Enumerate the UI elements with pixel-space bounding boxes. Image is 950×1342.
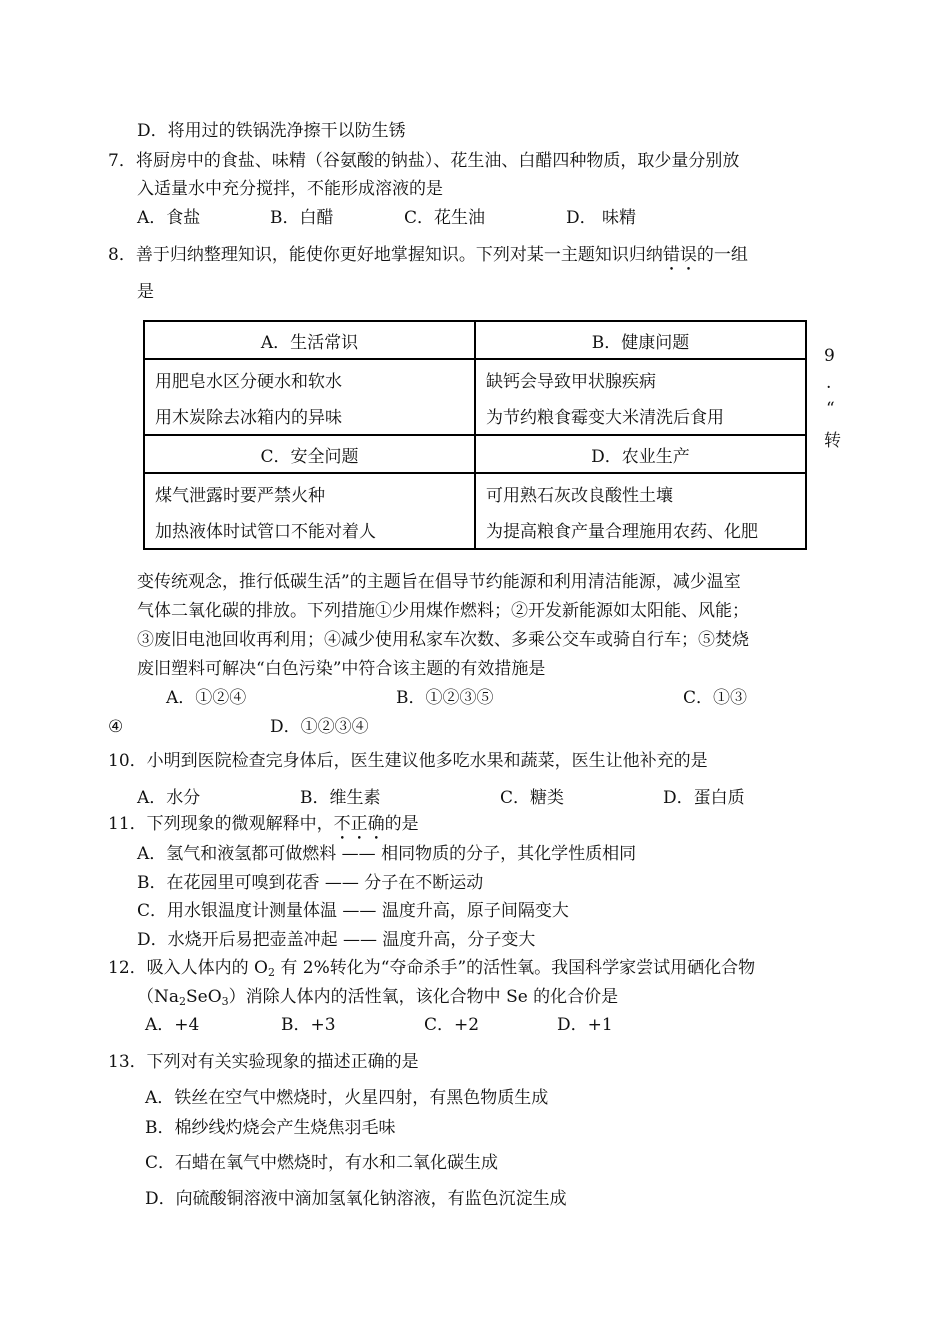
q10-stem: 10．小明到医院检查完身体后，医生建议他多吃水果和蔬菜，医生让他补充的是 xyxy=(108,751,708,771)
q10-option-b: B．维生素 xyxy=(300,788,381,808)
q11-option-b: B．在花园里可嗅到花香 —— 分子在不断运动 xyxy=(137,873,484,893)
q13-option-a: A．铁丝在空气中燃烧时，火星四射，有黑色物质生成 xyxy=(145,1088,549,1108)
q9-line2: 气体二氧化碳的排放。下列措施①少用煤作燃料；②开发新能源如太阳能、风能； xyxy=(137,601,749,621)
table-cell-a: 用肥皂水区分硬水和软水 用木炭除去冰箱内的异味 xyxy=(144,359,475,435)
q12-option-b: B．+3 xyxy=(281,1015,336,1035)
table-title-b: B．健康问题 xyxy=(475,321,806,359)
q6-option-d: D．将用过的铁锅洗净擦干以防生锈 xyxy=(137,121,406,141)
q11-option-a: A．氢气和液氢都可做燃料 —— 相同物质的分子，其化学性质相同 xyxy=(137,844,637,864)
q10-option-c: C．糖类 xyxy=(500,788,565,808)
q9-option-a: A．①②④ xyxy=(166,688,247,708)
q8-stem-line2: 是 xyxy=(137,282,154,302)
table-title-c: C．安全问题 xyxy=(144,435,475,473)
q11-emphasis: 不正确 xyxy=(333,814,385,834)
q12-option-c: C．+2 xyxy=(424,1015,480,1035)
q13-stem: 13．下列对有关实验现象的描述正确的是 xyxy=(108,1052,419,1072)
q10-option-a: A．水分 xyxy=(137,788,201,808)
q7-option-c: C．花生油 xyxy=(404,208,486,228)
q8-knowledge-table xyxy=(143,320,807,550)
q13-option-b: B．棉纱线灼烧会产生烧焦羽毛味 xyxy=(145,1118,396,1138)
q12-option-d: D．+1 xyxy=(557,1015,613,1035)
table-cell-c: 煤气泄露时要严禁火种 加热液体时试管口不能对着人 xyxy=(144,473,475,549)
q13-option-d: D．向硫酸铜溶液中滴加氢氧化钠溶液，有监色沉淀生成 xyxy=(145,1189,567,1209)
q9-option-d: D．①②③④ xyxy=(270,717,369,737)
q7-stem-line2: 入适量水中充分搅拌，不能形成溶液的是 xyxy=(137,179,443,199)
q9-option-c-cont: ④ xyxy=(108,717,124,737)
q7-stem-line1: 7．将厨房中的食盐、味精（谷氨酸的钠盐）、花生油、白醋四种物质，取少量分别放 xyxy=(108,151,740,171)
table-title-a: A．生活常识 xyxy=(144,321,475,359)
q8-emphasis: 错误 xyxy=(662,245,697,265)
q7-option-a: A．食盐 xyxy=(137,208,201,228)
q7-option-b: B．白醋 xyxy=(270,208,334,228)
q9-side-4: 转 xyxy=(824,431,841,451)
q11-stem: 11．下列现象的微观解释中，不正确的是 xyxy=(108,814,419,834)
table-cell-d: 可用熟石灰改良酸性土壤 为提高粮食产量合理施用农药、化肥 xyxy=(475,473,806,549)
q9-option-b: B．①②③⑤ xyxy=(396,688,494,708)
q12-stem-line1: 12．吸入人体内的 $O_2$ 有 2%转化为“夺命杀手”的活性氧。我国科学家尝试用硒化合物 xyxy=(108,958,756,979)
q11-option-d: D．水烧开后易把壶盖冲起 —— 温度升高，分子变大 xyxy=(137,930,536,950)
q12-stem-line2: $(Na_2SeO_3)$消除人体内的活性氧，该化合物中 Se 的化合价是 xyxy=(137,987,619,1008)
q11-option-c: C．用水银温度计测量体温 —— 温度升高，原子间隔变大 xyxy=(137,901,569,921)
q13-option-c: C．石蜡在氧气中燃烧时，有水和二氧化碳生成 xyxy=(145,1153,499,1173)
table-cell-b: 缺钙会导致甲状腺疾病 为节约粮食霉变大米清洗后食用 xyxy=(475,359,806,435)
q7-option-d: D． 味精 xyxy=(566,208,637,228)
q9-line3: ③废旧电池回收再利用；④减少使用私家车次数、多乘公交车或骑自行车；⑤焚烧 xyxy=(137,630,749,650)
q10-option-d: D．蛋白质 xyxy=(663,788,745,808)
q12-option-a: A．+4 xyxy=(145,1015,200,1035)
q9-line4: 废旧塑料可解决“白色污染”中符合该主题的有效措施是 xyxy=(137,659,546,679)
q9-side-3: “ xyxy=(826,399,835,419)
q9-side-2: . xyxy=(826,373,832,393)
q8-stem-line1: 8．善于归纳整理知识，能使你更好地掌握知识。下列对某一主题知识归纳错误的一组 xyxy=(108,245,748,265)
table-title-d: D．农业生产 xyxy=(475,435,806,473)
q9-line1: 变传统观念，推行低碳生活”的主题旨在倡导节约能源和利用清洁能源，减少温室 xyxy=(137,572,741,592)
q9-option-c: C．①③ xyxy=(683,688,748,708)
q9-side-1: 9 xyxy=(824,346,835,366)
